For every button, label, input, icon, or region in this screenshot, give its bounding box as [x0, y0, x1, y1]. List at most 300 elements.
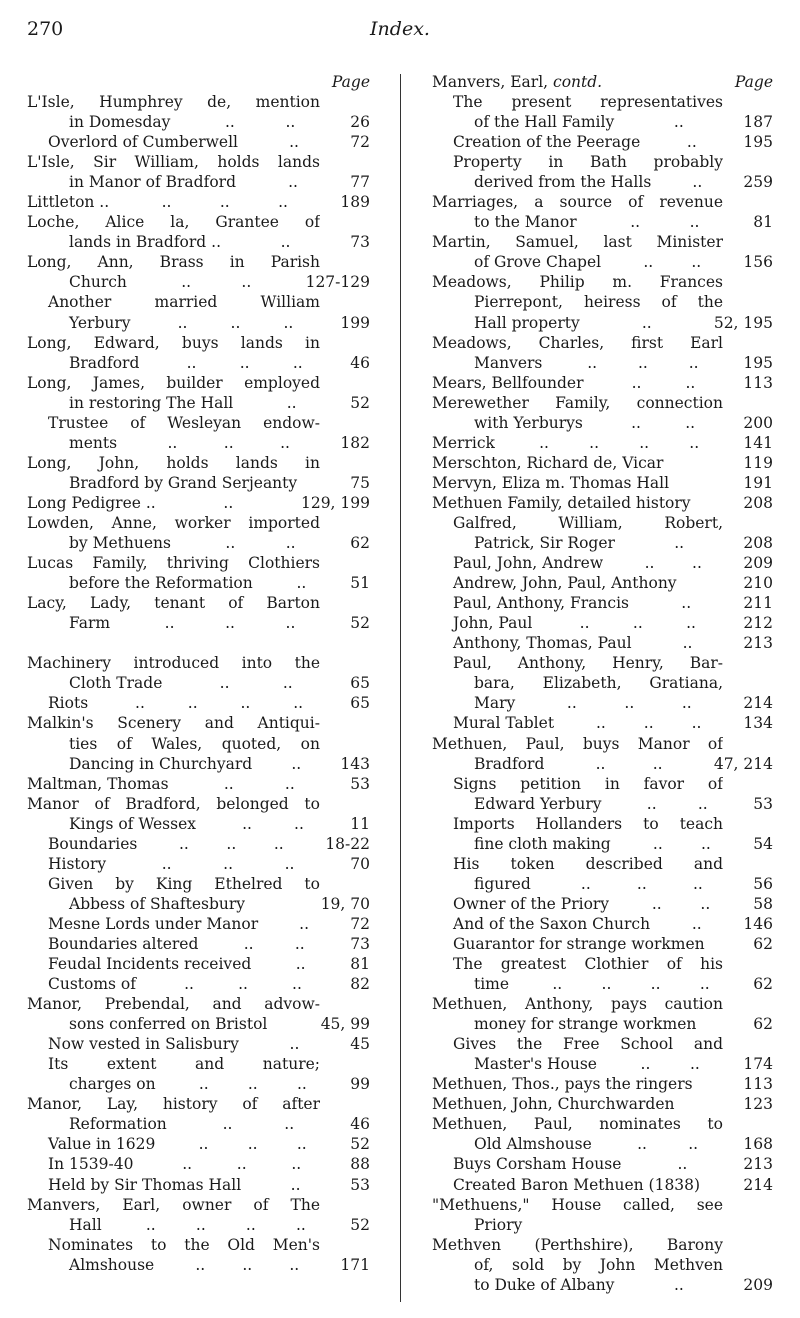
leader-dots: ..	[295, 955, 306, 974]
leader-dots: ..	[689, 213, 700, 232]
leader-dots: ..	[674, 1275, 684, 1294]
dot-leader	[236, 172, 350, 192]
subentry-text: Its extent and nature;	[48, 1055, 320, 1074]
dot-leader	[221, 232, 350, 252]
index-line	[432, 1275, 773, 1295]
index-line	[432, 553, 773, 573]
page-reference: 146	[743, 914, 773, 933]
running-title: Index.	[370, 18, 430, 40]
page-reference: 65	[350, 674, 370, 693]
continuation-text: Manvers	[474, 353, 543, 372]
continuation-text: bara, Elizabeth, Gratiana,	[474, 674, 723, 693]
index-line	[27, 1074, 370, 1094]
page-reference: 75	[350, 473, 370, 492]
leader-dots: ..	[637, 1135, 647, 1154]
leader-dots: ..	[685, 373, 696, 392]
dot-leader	[258, 914, 350, 934]
index-line	[432, 1094, 773, 1114]
dot-leader	[110, 613, 350, 633]
dot-leader	[583, 413, 744, 433]
leader-dots: ..	[223, 854, 233, 873]
leader-dots: ..	[280, 433, 290, 452]
index-line	[432, 1255, 773, 1275]
continuation-text: sons conferred on Bristol	[69, 1015, 268, 1034]
subentry-text: Riots	[48, 694, 89, 713]
continuation-text: to Duke of Albany	[474, 1275, 615, 1294]
leader-dots: ..	[243, 934, 254, 953]
leader-dots: ..	[700, 894, 711, 913]
leader-dots: ..	[178, 834, 189, 853]
leader-dots: ..	[697, 794, 708, 813]
index-line	[432, 473, 773, 493]
leader-dots: ..	[239, 353, 250, 372]
dot-leader	[117, 433, 340, 453]
continuation-text: Yerbury	[69, 313, 131, 332]
leader-dots: ..	[673, 113, 684, 132]
continuation-text: Bradford by Grand Serjeanty	[69, 473, 298, 492]
leader-dots: ..	[230, 313, 241, 332]
entry-text: Meadows, Charles, first Earl	[432, 333, 723, 352]
subentry-text: Overlord of Cumberwell	[48, 133, 238, 152]
leader-dots: ..	[688, 1135, 699, 1154]
index-line	[432, 693, 773, 713]
index-line	[27, 373, 370, 393]
leader-dots: ..	[292, 353, 303, 372]
leader-dots: ..	[294, 814, 304, 833]
continuation-text: Farm	[69, 614, 111, 633]
index-line	[432, 974, 773, 994]
page-reference: 134	[743, 714, 773, 733]
subentry-text: Another married William	[48, 293, 320, 312]
leader-dots: ..	[639, 433, 650, 452]
index-line	[432, 1235, 773, 1255]
entry-text: Lowden, Anne, worker imported	[27, 513, 320, 532]
index-line	[432, 954, 773, 974]
entry-text: Loche, Alice la, Grantee of	[27, 213, 320, 232]
page-reference: 70	[350, 854, 370, 873]
page-reference: 214	[743, 694, 773, 713]
dot-leader	[155, 1134, 350, 1154]
leader-dots: ..	[640, 1055, 651, 1074]
page-reference: 77	[350, 173, 370, 192]
page-column-label: Page	[734, 73, 773, 91]
leader-dots: ..	[284, 854, 295, 873]
subentry-text: Creation of the Peerage	[453, 133, 641, 152]
page-reference: 119	[743, 453, 773, 472]
leader-dots: ..	[247, 1075, 258, 1094]
index-line	[27, 1175, 370, 1195]
leader-dots: ..	[290, 1175, 301, 1194]
index-line	[27, 413, 370, 433]
leader-dots: ..	[198, 1135, 209, 1154]
subentry-text: Signs petition in favor of	[453, 774, 723, 793]
leader-dots: ..	[643, 714, 654, 733]
page-reference: 72	[350, 133, 370, 152]
dot-leader	[171, 533, 350, 553]
index-line	[432, 854, 773, 874]
dot-leader	[154, 1255, 340, 1275]
subentry-text: Now vested in Salisbury	[48, 1035, 239, 1054]
index-line	[27, 333, 370, 353]
subentry-text: Imports Hollanders to teach	[453, 814, 723, 833]
dot-leader	[592, 1134, 744, 1154]
subentry-text: Value in 1629	[48, 1135, 156, 1154]
page-reference: 73	[350, 934, 370, 953]
index-line	[432, 433, 773, 453]
page-reference: 214	[743, 1175, 773, 1194]
dot-leader	[580, 313, 714, 333]
subentry-text: History	[48, 854, 107, 873]
index-line	[432, 1215, 773, 1235]
leader-dots: ..	[195, 1215, 206, 1234]
index-line	[432, 1074, 773, 1094]
dot-leader	[127, 272, 306, 292]
index-column-left	[27, 72, 370, 1275]
leader-dots: ..	[296, 574, 307, 593]
index-line	[432, 573, 773, 593]
dot-leader	[131, 313, 341, 333]
leader-dots: ..	[539, 433, 549, 452]
leader-dots: ..	[641, 313, 652, 332]
subentry-text: Mural Tablet	[453, 714, 555, 733]
page-reference: 208	[743, 493, 773, 512]
index-line	[27, 834, 370, 854]
dot-leader	[233, 393, 350, 413]
page-reference: 88	[350, 1155, 370, 1174]
index-line	[432, 333, 773, 353]
index-line	[27, 734, 370, 754]
continuation-text: lands in Bradford ..	[69, 233, 221, 252]
leader-dots: ..	[195, 1255, 206, 1274]
page-reference: 46	[350, 353, 370, 372]
page-reference: 56	[753, 874, 773, 893]
leader-dots: ..	[595, 714, 606, 733]
index-line	[27, 1054, 370, 1074]
index-line	[27, 894, 370, 914]
leader-dots: ..	[291, 1155, 302, 1174]
page-reference: 52	[350, 614, 370, 633]
leader-dots: ..	[273, 834, 284, 853]
entry-text: Merschton, Richard de, Vicar	[432, 453, 664, 472]
index-line	[432, 92, 773, 112]
dot-leader	[106, 854, 350, 874]
leader-dots: ..	[161, 854, 172, 873]
index-line	[432, 132, 773, 152]
entry-text: Merrick	[432, 433, 495, 452]
leader-dots: ..	[699, 975, 710, 994]
dot-leader	[609, 894, 753, 914]
entry-text: Long Pedigree ..	[27, 493, 156, 512]
subentry-text: Paul, John, Andrew	[453, 554, 604, 573]
index-line	[432, 613, 773, 633]
continued-heading: Manvers, Earl,	[432, 73, 549, 91]
continuation-text: Master's House	[474, 1055, 597, 1074]
leader-dots: ..	[167, 433, 178, 452]
index-line	[432, 533, 773, 553]
leader-dots: ..	[630, 213, 641, 232]
dot-leader	[169, 774, 350, 794]
page-reference: 53	[753, 794, 773, 813]
index-line	[27, 814, 370, 834]
page-reference: 81	[350, 955, 370, 974]
page-reference: 11	[350, 814, 370, 833]
continuation-text: in restoring The Hall	[69, 393, 234, 412]
leader-dots: ..	[184, 975, 194, 994]
leader-dots: ..	[651, 894, 662, 913]
index-line	[27, 473, 370, 493]
entry-text: Littleton ..	[27, 193, 110, 212]
dot-leader	[509, 974, 753, 994]
dot-leader	[615, 533, 743, 553]
index-line	[27, 1235, 370, 1255]
leader-dots: ..	[135, 694, 145, 713]
page-reference: 209	[743, 1275, 773, 1294]
index-line	[27, 794, 370, 814]
leader-dots: ..	[219, 674, 230, 693]
subentry-text: Buys Corsham House	[453, 1155, 622, 1174]
dot-leader	[239, 1034, 350, 1054]
leader-dots: ..	[289, 1255, 300, 1274]
index-line	[27, 453, 370, 473]
page-reference: 72	[350, 914, 370, 933]
index-line	[27, 393, 370, 413]
page-reference: 171	[340, 1255, 370, 1274]
dot-leader	[156, 1074, 350, 1094]
index-line	[27, 713, 370, 733]
dot-leader	[139, 353, 350, 373]
leader-dots: ..	[288, 173, 298, 192]
leader-dots: ..	[691, 253, 702, 272]
page-reference: 195	[743, 133, 773, 152]
subentry-text: John, Paul	[453, 614, 533, 633]
dot-leader	[515, 693, 743, 713]
subentry-text: Mesne Lords under Manor	[48, 914, 259, 933]
leader-dots: ..	[692, 173, 703, 192]
index-column-right	[432, 72, 773, 1295]
leader-dots: ..	[637, 353, 648, 372]
page-reference: 141	[743, 433, 773, 452]
continuation-text: fine cloth making	[474, 834, 611, 853]
page-reference: 195	[743, 353, 773, 372]
index-line	[432, 653, 773, 673]
page-reference: 209	[743, 554, 773, 573]
index-line	[27, 292, 370, 312]
index-line	[27, 1134, 370, 1154]
entry-text: Manor, Lay, history of after	[27, 1095, 320, 1114]
leader-dots: ..	[296, 1075, 307, 1094]
page-reference: 199	[340, 313, 370, 332]
leader-dots: ..	[691, 914, 702, 933]
page-reference: 259	[743, 173, 773, 192]
dot-leader	[253, 573, 350, 593]
index-line	[432, 453, 773, 473]
leader-dots: ..	[247, 1135, 258, 1154]
leader-dots: ..	[299, 914, 309, 933]
entry-text: Merewether Family, connection	[432, 393, 723, 412]
index-line	[27, 954, 370, 974]
subentry-text: The present representatives	[453, 93, 723, 111]
leader-dots: ..	[245, 1215, 256, 1234]
subentry-text: The greatest Clothier of his	[453, 955, 723, 974]
index-line	[27, 934, 370, 954]
index-line	[27, 172, 370, 192]
leader-dots: ..	[587, 353, 598, 372]
index-line	[27, 553, 370, 573]
leader-dots: ..	[689, 1055, 700, 1074]
leader-dots: ..	[145, 1215, 156, 1234]
index-line	[27, 132, 370, 152]
leader-dots: ..	[285, 614, 296, 633]
leader-dots: ..	[225, 614, 235, 633]
continuation-text: in Manor of Bradford	[69, 173, 236, 192]
page-reference: 213	[743, 634, 773, 653]
index-line	[432, 673, 773, 693]
subentry-text: Created Baron Methuen (1838)	[453, 1175, 701, 1194]
continuation-text: Kings of Wessex	[69, 814, 196, 833]
entry-text: Methuen, Paul, nominates to	[432, 1115, 723, 1134]
index-line	[432, 413, 773, 433]
index-line	[432, 493, 773, 513]
leader-dots: ..	[219, 193, 230, 212]
entry-text: Machinery introduced into the	[27, 654, 320, 673]
continuation-text: of Grove Chapel	[474, 253, 602, 272]
page-reference: 200	[743, 413, 773, 432]
index-line	[432, 393, 773, 413]
entry-text: Manor of Bradford, belonged to	[27, 794, 320, 813]
dot-leader	[544, 754, 713, 774]
continuation-text: charges on	[69, 1075, 156, 1094]
index-line	[432, 754, 773, 774]
page-reference: 52	[350, 1215, 370, 1234]
continuation-text: with Yerburys	[474, 413, 583, 432]
page-reference: 127-129	[305, 273, 370, 292]
index-line	[27, 112, 370, 132]
index-line	[27, 1195, 370, 1215]
leader-dots: ..	[646, 794, 657, 813]
leader-dots: ..	[631, 413, 641, 432]
leader-dots: ..	[187, 694, 198, 713]
index-line	[27, 313, 370, 333]
subentry-text: Given by King Ethelred to	[48, 874, 320, 893]
page-reference: 210	[743, 574, 773, 593]
index-line	[432, 934, 773, 954]
leader-dots: ..	[285, 534, 296, 553]
dot-leader	[102, 1215, 350, 1235]
index-line	[432, 232, 773, 252]
leader-dots: ..	[223, 774, 234, 793]
dot-leader	[531, 874, 753, 894]
continuation-text: Hall property	[474, 313, 580, 332]
continuation-text: Edward Yerbury	[474, 794, 602, 813]
leader-dots: ..	[652, 834, 663, 853]
leader-dots: ..	[652, 754, 663, 773]
page-reference: 129, 199	[300, 493, 370, 512]
index-line	[432, 794, 773, 814]
index-line	[27, 613, 370, 633]
leader-dots: ..	[631, 373, 642, 392]
dot-leader	[162, 673, 350, 693]
page-reference: 182	[340, 433, 370, 452]
leader-dots: ..	[225, 113, 235, 132]
continuation-text: Church	[69, 273, 127, 292]
entry-text: Methuen, Anthony, pays caution	[432, 995, 723, 1014]
dot-leader	[88, 693, 350, 713]
leader-dots: ..	[700, 834, 711, 853]
index-line	[432, 272, 773, 292]
index-line	[432, 313, 773, 333]
continuation-text: ments	[69, 433, 118, 452]
page-reference: 52, 195	[713, 313, 773, 332]
page-reference: 113	[743, 373, 773, 392]
continuation-text: in Domesday	[69, 113, 171, 132]
leader-dots: ..	[161, 193, 172, 212]
dot-leader	[109, 192, 340, 212]
page-reference: 208	[743, 534, 773, 553]
leader-dots: ..	[242, 1255, 253, 1274]
leader-dots: ..	[241, 273, 252, 292]
leader-dots: ..	[278, 193, 288, 212]
index-line	[27, 633, 370, 653]
dot-leader	[621, 1154, 743, 1174]
entry-text: Methuen, John, Churchwarden	[432, 1095, 675, 1114]
leader-dots: ..	[692, 554, 702, 573]
subentry-text: Boundaries	[48, 834, 138, 853]
dot-leader	[602, 794, 753, 814]
continuation-text: of the Hall Family	[474, 113, 615, 132]
leader-dots: ..	[682, 634, 693, 653]
index-line	[27, 493, 370, 513]
page-reference: 62	[350, 534, 370, 553]
leader-dots: ..	[595, 754, 606, 773]
leader-dots: ..	[295, 1215, 306, 1234]
subentry-text: Andrew, John, Paul, Anthony	[453, 574, 677, 593]
entry-text: Lacy, Lady, tenant of Barton	[27, 594, 320, 613]
dot-leader	[584, 373, 744, 393]
index-line	[27, 874, 370, 894]
leader-dots: ..	[177, 313, 188, 332]
page-reference: 26	[350, 113, 370, 132]
continuation-text: figured	[474, 874, 531, 893]
subentry-text: In 1539-40	[48, 1155, 134, 1174]
entry-text: Marriages, a source of revenue	[432, 193, 723, 212]
index-line	[27, 1215, 370, 1235]
continuation-text: Dancing in Churchyard	[69, 754, 253, 773]
index-line	[27, 573, 370, 593]
page-reference: 82	[350, 975, 370, 994]
leader-dots: ..	[624, 694, 635, 713]
index-line	[27, 754, 370, 774]
continuation-text: Bradford	[474, 754, 545, 773]
index-line	[27, 1255, 370, 1275]
page-reference: 113	[743, 1075, 773, 1094]
dot-leader	[651, 172, 743, 192]
leader-dots: ..	[566, 694, 577, 713]
index-line	[432, 633, 773, 653]
subentry-text: Customs of	[48, 975, 137, 994]
leader-dots: ..	[589, 433, 600, 452]
continuation-text: Cloth Trade	[69, 674, 163, 693]
page-reference: 52	[350, 1135, 370, 1154]
page-reference: 189	[340, 193, 370, 212]
dot-leader	[196, 814, 350, 834]
entry-text: Manvers, Earl, owner of The	[27, 1195, 320, 1214]
leader-dots: ..	[552, 975, 563, 994]
dot-leader	[650, 914, 743, 934]
entry-text: Long, Ann, Brass in Parish	[27, 253, 320, 272]
index-line	[27, 1094, 370, 1114]
continuation-text: by Methuens	[69, 534, 171, 553]
entry-text: Mears, Bellfounder	[432, 373, 584, 392]
